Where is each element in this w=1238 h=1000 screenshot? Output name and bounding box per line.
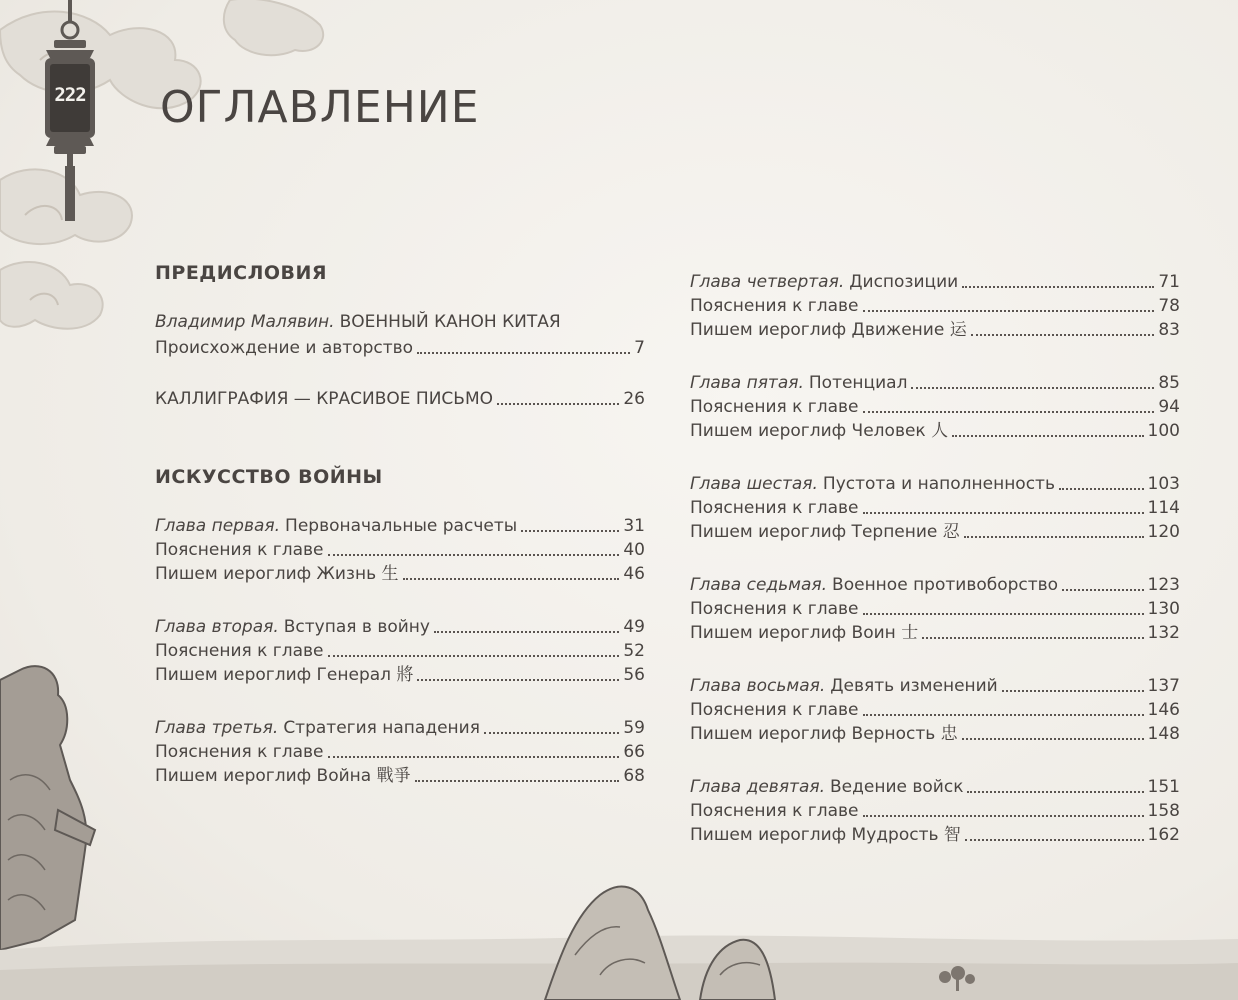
dot-leader xyxy=(863,309,1155,312)
page-title: ОГЛАВЛЕНИЕ xyxy=(160,82,480,133)
chapter-number: Глава пятая. xyxy=(690,373,804,393)
chapter-number: Глава первая. xyxy=(155,516,281,536)
chapter-group xyxy=(690,775,1180,847)
prefaces-section xyxy=(155,262,645,411)
dot-leader xyxy=(863,814,1144,817)
entry-page: 83 xyxy=(1158,320,1180,340)
entry-label: Пояснения к главе xyxy=(690,599,859,619)
chapter-number: Глава вторая. xyxy=(155,617,279,637)
chapter-number: Глава восьмая. xyxy=(690,676,826,696)
toc-entry[interactable] xyxy=(155,764,645,788)
entry-label: Потенциал xyxy=(808,373,908,393)
entry-page: 137 xyxy=(1147,676,1180,696)
entry-page: 100 xyxy=(1147,421,1180,441)
toc-entry[interactable] xyxy=(155,615,645,639)
mountain-landscape-icon xyxy=(0,865,1238,1000)
dot-leader xyxy=(971,333,1155,336)
entry-label: Пишем иероглиф Человек 人 xyxy=(690,421,949,441)
chapter-group xyxy=(155,615,645,687)
entry-label: Пишем иероглиф Верность 忠 xyxy=(690,724,958,744)
entry-page: 52 xyxy=(623,641,645,661)
entry-label: Первоначальные расчеты xyxy=(285,516,518,536)
dot-leader xyxy=(1059,487,1144,490)
dot-leader xyxy=(967,790,1143,793)
page-number: 222 xyxy=(54,84,86,106)
dot-leader xyxy=(952,434,1143,437)
entry-page: 148 xyxy=(1147,724,1180,744)
entry-page: 26 xyxy=(623,389,645,409)
toc-entry[interactable] xyxy=(690,294,1180,318)
entry-label: Пишем иероглиф Движение 运 xyxy=(690,320,967,340)
entry-page: 146 xyxy=(1147,700,1180,720)
chapter-number: Глава девятая. xyxy=(690,777,826,797)
entry-page: 7 xyxy=(634,338,645,358)
entry-page: 56 xyxy=(623,665,645,685)
chapter-group xyxy=(690,472,1180,544)
entry-label: Диспозиции xyxy=(849,272,959,292)
toc-entry[interactable] xyxy=(690,520,1180,544)
entry-page: 94 xyxy=(1158,397,1180,417)
dot-leader xyxy=(962,737,1144,740)
entry-page: 103 xyxy=(1147,474,1180,494)
dot-leader xyxy=(328,553,620,556)
dot-leader xyxy=(521,529,619,532)
dot-leader xyxy=(911,386,1154,389)
entry-page: 71 xyxy=(1158,272,1180,292)
toc-entry[interactable] xyxy=(690,395,1180,419)
entry-page: 123 xyxy=(1147,575,1180,595)
entry-label: Пояснения к главе xyxy=(155,742,324,762)
dot-leader xyxy=(863,612,1144,615)
entry-page: 132 xyxy=(1147,623,1180,643)
entry-page: 40 xyxy=(623,540,645,560)
dot-leader xyxy=(863,410,1155,413)
entry-label: Пояснения к главе xyxy=(690,498,859,518)
entry-page: 66 xyxy=(623,742,645,762)
toc-right-column xyxy=(690,270,1180,876)
entry-label: Пишем иероглиф Жизнь 生 xyxy=(155,564,399,584)
toc-entry[interactable] xyxy=(155,716,645,740)
toc-entry[interactable] xyxy=(690,371,1180,395)
dot-leader xyxy=(403,577,620,580)
dot-leader xyxy=(922,636,1143,639)
dot-leader xyxy=(1002,689,1144,692)
toc-entry[interactable] xyxy=(155,740,645,764)
toc-entry[interactable] xyxy=(155,639,645,663)
entry-author: Владимир Малявин. xyxy=(155,312,335,332)
entry-page: 31 xyxy=(623,516,645,536)
entry-page: 120 xyxy=(1147,522,1180,542)
dot-leader xyxy=(965,838,1144,841)
entry-label: Девять изменений xyxy=(830,676,998,696)
entry-page: 151 xyxy=(1147,777,1180,797)
toc-entry[interactable] xyxy=(690,674,1180,698)
toc-entry[interactable] xyxy=(690,698,1180,722)
entry-label: Пишем иероглиф Война 戰爭 xyxy=(155,766,411,786)
toc-entry[interactable] xyxy=(690,597,1180,621)
entry-page: 158 xyxy=(1147,801,1180,821)
art-of-war-section xyxy=(155,466,645,788)
entry-label: Пишем иероглиф Воин 士 xyxy=(690,623,919,643)
entry-page: 49 xyxy=(623,617,645,637)
toc-entry[interactable] xyxy=(155,562,645,586)
entry-page: 85 xyxy=(1158,373,1180,393)
dot-leader xyxy=(415,779,620,782)
entry-label: КАЛЛИГРАФИЯ — КРАСИВОЕ ПИСЬМО xyxy=(155,389,494,409)
entry-label: Пояснения к главе xyxy=(690,801,859,821)
chapter-group xyxy=(690,270,1180,342)
entry-label: Пустота и наполненность xyxy=(822,474,1055,494)
dot-leader xyxy=(863,511,1144,514)
dot-leader xyxy=(1062,588,1143,591)
toc-entry[interactable] xyxy=(155,514,645,538)
entry-page: 68 xyxy=(623,766,645,786)
entry-title: ВОЕННЫЙ КАНОН КИТАЯ xyxy=(339,312,561,332)
chapter-group xyxy=(690,371,1180,443)
dot-leader xyxy=(497,402,619,405)
dot-leader xyxy=(328,755,620,758)
dot-leader xyxy=(962,285,1154,288)
chapter-group xyxy=(155,514,645,586)
dot-leader xyxy=(434,630,619,633)
lantern-icon xyxy=(40,0,100,225)
chapter-number: Глава шестая. xyxy=(690,474,818,494)
dot-leader xyxy=(484,731,619,734)
entry-page: 162 xyxy=(1147,825,1180,845)
entry-label: Пояснения к главе xyxy=(690,296,859,316)
dot-leader xyxy=(417,678,619,681)
entry-label: Пояснения к главе xyxy=(155,641,324,661)
chapter-group xyxy=(155,716,645,788)
section-heading: ПРЕДИСЛОВИЯ xyxy=(155,262,328,284)
section-heading: ИСКУССТВО ВОЙНЫ xyxy=(155,466,383,488)
toc-entry[interactable] xyxy=(690,799,1180,823)
toc-entry[interactable] xyxy=(690,621,1180,645)
toc-entry[interactable] xyxy=(155,310,645,360)
toc-entry[interactable] xyxy=(155,538,645,562)
entry-page: 59 xyxy=(623,718,645,738)
toc-entry[interactable] xyxy=(690,318,1180,342)
chapter-group xyxy=(690,674,1180,746)
entry-label: Пояснения к главе xyxy=(690,397,859,417)
entry-label: Ведение войск xyxy=(830,777,964,797)
dot-leader xyxy=(964,535,1144,538)
entry-label: Пояснения к главе xyxy=(155,540,324,560)
entry-label: Пишем иероглиф Мудрость 智 xyxy=(690,825,961,845)
dot-leader xyxy=(328,654,620,657)
dot-leader xyxy=(863,713,1144,716)
entry-page: 46 xyxy=(623,564,645,584)
chapter-number: Глава четвертая. xyxy=(690,272,845,292)
toc-left-column xyxy=(155,262,645,817)
toc-entry[interactable] xyxy=(690,472,1180,496)
entry-label: Пишем иероглиф Терпение 忍 xyxy=(690,522,960,542)
entry-label: Пояснения к главе xyxy=(690,700,859,720)
entry-label: Стратегия нападения xyxy=(283,718,480,738)
toc-entry[interactable] xyxy=(155,663,645,687)
entry-label: Пишем иероглиф Генерал 將 xyxy=(155,665,414,685)
entry-label: Происхождение и авторство xyxy=(155,338,414,358)
entry-label: Военное противоборство xyxy=(832,575,1059,595)
toc-entry[interactable] xyxy=(690,270,1180,294)
toc-entry[interactable] xyxy=(155,387,645,411)
toc-entry[interactable] xyxy=(690,496,1180,520)
entry-page: 78 xyxy=(1158,296,1180,316)
entry-page: 130 xyxy=(1147,599,1180,619)
toc-entry[interactable] xyxy=(690,775,1180,799)
chapter-group xyxy=(690,573,1180,645)
toc-entry[interactable] xyxy=(690,722,1180,746)
entry-label: Вступая в войну xyxy=(283,617,430,637)
toc-entry[interactable] xyxy=(690,823,1180,847)
entry-page: 114 xyxy=(1147,498,1180,518)
chapter-number: Глава седьмая. xyxy=(690,575,828,595)
dot-leader xyxy=(417,351,630,354)
chapter-number: Глава третья. xyxy=(155,718,279,738)
toc-entry[interactable] xyxy=(690,573,1180,597)
toc-entry[interactable] xyxy=(690,419,1180,443)
